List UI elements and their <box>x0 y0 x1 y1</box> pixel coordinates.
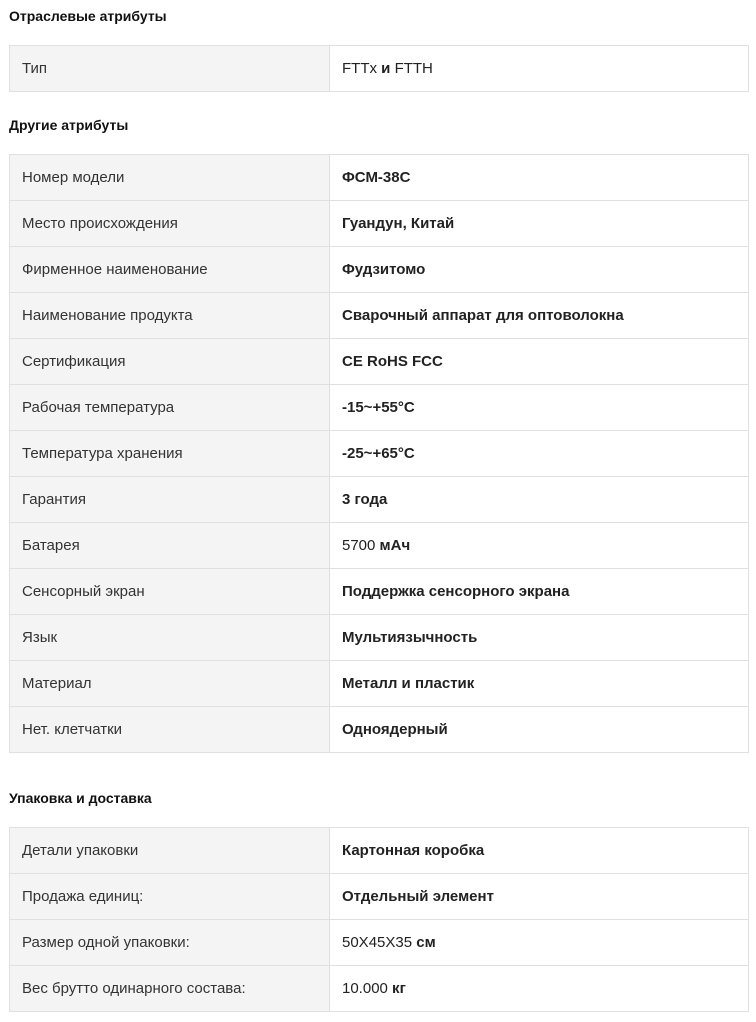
attribute-value: -25~+65°C <box>330 431 749 477</box>
table-row <box>10 661 749 707</box>
table-row <box>10 615 749 661</box>
attribute-key: Наименование продукта <box>10 293 330 339</box>
table-row <box>10 477 749 523</box>
value-part: 5700 <box>342 536 376 554</box>
attribute-value: ФСМ-38С <box>330 155 749 201</box>
section-title-other-attributes: Другие атрибуты <box>9 117 129 133</box>
value-part: и <box>377 59 395 77</box>
other-attributes-table <box>9 154 749 753</box>
table-row <box>10 569 749 615</box>
attribute-value: CE RoHS FCC <box>330 339 749 385</box>
attribute-key: Номер модели <box>10 155 330 201</box>
table-row <box>10 431 749 477</box>
attribute-key: Рабочая температура <box>10 385 330 431</box>
attribute-key: Сертификация <box>10 339 330 385</box>
table-row <box>10 293 749 339</box>
value-part: кг <box>387 979 406 997</box>
attribute-value: Поддержка сенсорного экрана <box>330 569 749 615</box>
attribute-key: Размер одной упаковки: <box>10 920 330 966</box>
attribute-value: 3 года <box>330 477 749 523</box>
attribute-key: Фирменное наименование <box>10 247 330 293</box>
attribute-value: Одноядерный <box>330 707 749 753</box>
value-part: 10.000 <box>342 979 388 997</box>
attribute-value: Картонная коробка <box>330 828 749 874</box>
attribute-key: Место происхождения <box>10 201 330 247</box>
attribute-value: Гуандун, Китай <box>330 201 749 247</box>
packaging-delivery-table <box>9 827 749 1012</box>
table-row <box>10 874 749 920</box>
industry-attributes-table <box>9 45 749 92</box>
attribute-key: Детали упаковки <box>10 828 330 874</box>
value-part: мАч <box>375 536 411 554</box>
value-part: см <box>412 933 436 951</box>
attribute-value <box>330 46 749 92</box>
section-title-packaging-delivery: Упаковка и доставка <box>9 790 152 806</box>
value-part: FTTH <box>394 59 433 77</box>
attribute-value <box>330 966 749 1012</box>
table-row <box>10 828 749 874</box>
attribute-value: Отдельный элемент <box>330 874 749 920</box>
attribute-value: Сварочный аппарат для оптоволокна <box>330 293 749 339</box>
attribute-value: Металл и пластик <box>330 661 749 707</box>
attribute-value: -15~+55°C <box>330 385 749 431</box>
value-part: FTTx <box>342 59 377 77</box>
section-title-industry-attributes: Отраслевые атрибуты <box>9 8 167 24</box>
value-part: 50X45X35 <box>342 933 413 951</box>
table-row <box>10 523 749 569</box>
attribute-key: Продажа единиц: <box>10 874 330 920</box>
table-row <box>10 966 749 1012</box>
table-row <box>10 155 749 201</box>
table-row <box>10 385 749 431</box>
attribute-key: Температура хранения <box>10 431 330 477</box>
table-row <box>10 201 749 247</box>
attribute-key: Тип <box>10 46 330 92</box>
attribute-key: Материал <box>10 661 330 707</box>
table-row <box>10 339 749 385</box>
attribute-value <box>330 523 749 569</box>
table-row <box>10 707 749 753</box>
attribute-value <box>330 920 749 966</box>
attribute-key: Батарея <box>10 523 330 569</box>
table-row <box>10 46 749 92</box>
attribute-key: Вес брутто одинарного состава: <box>10 966 330 1012</box>
attribute-value: Фудзитомо <box>330 247 749 293</box>
attribute-key: Язык <box>10 615 330 661</box>
attribute-key: Сенсорный экран <box>10 569 330 615</box>
attribute-key: Гарантия <box>10 477 330 523</box>
attribute-value: Мультиязычность <box>330 615 749 661</box>
attribute-key: Нет. клетчатки <box>10 707 330 753</box>
table-row <box>10 247 749 293</box>
table-row <box>10 920 749 966</box>
